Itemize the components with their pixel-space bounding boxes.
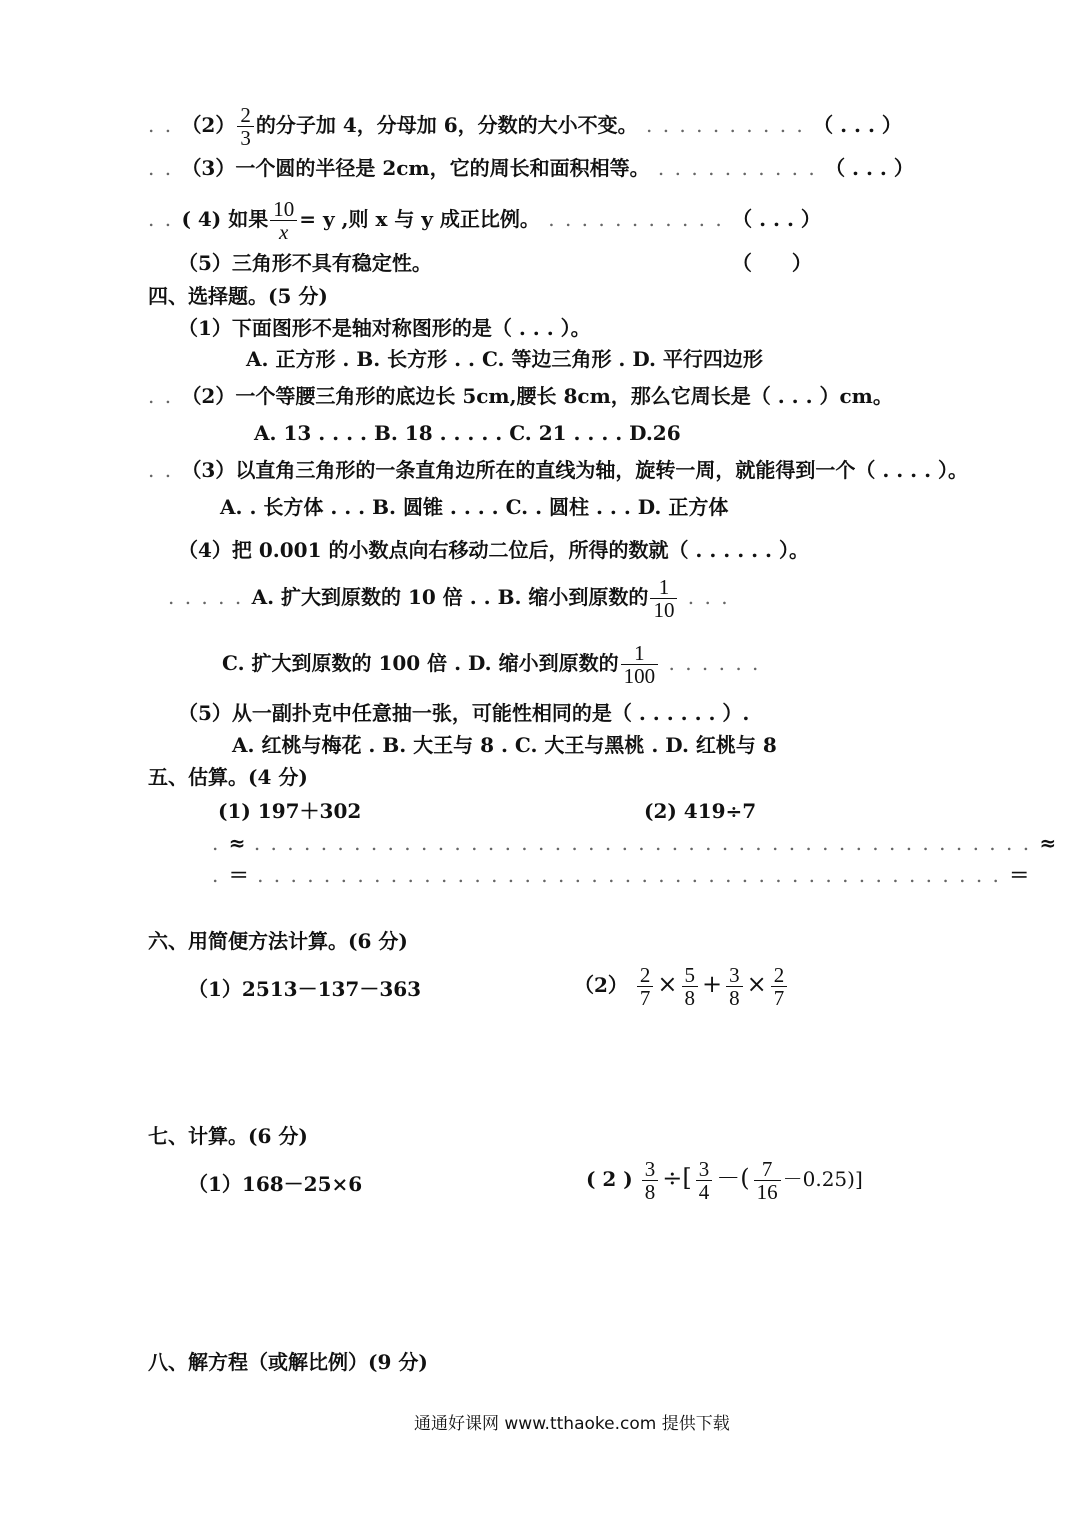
choice-q4: （4）把 0.001 的小数点向右移动二位后，所得的数就（ . . . . . . ）。 [178, 538, 809, 562]
simplify-q1: （1）2513－137－363 [188, 977, 422, 1001]
fraction-1-10: $\frac{1}{10}$ [650, 576, 677, 621]
choice-q1: （1）下面图形不是轴对称图形的是（ . . . ）。 [178, 316, 591, 340]
judge-q5: （5）三角形不具有稳定性。 （ ） [178, 251, 812, 275]
choice-q3: . . （3）以直角三角形的一条直角边所在的直线为轴，旋转一周，就能得到一个（ . . . . ）。 [148, 458, 969, 482]
fraction: $\frac{2}{7}$ [637, 964, 654, 1009]
section-4-title: 四、选择题。(5 分) [148, 284, 328, 308]
choice-q2: . . （2）一个等腰三角形的底边长 5cm,腰长 8cm，那么它周长是（ . . . ）cm。 [148, 384, 893, 408]
section-7-title: 七、计算。(6 分) [148, 1124, 308, 1148]
estimate-approx-row: . ≈ . . . . . . . . . . . . . . . . . . . . . . . . . . . . . . . . . . . . . . . . . . . . . . . ≈ [212, 831, 1057, 855]
answer-blank[interactable]: （ ） [731, 251, 812, 275]
fraction: $\frac{3}{8}$ [642, 1158, 659, 1203]
answer-blank[interactable]: （ . . . ） [813, 113, 902, 137]
section-5-title: 五、估算。(4 分) [148, 765, 308, 789]
choice-q4-options-ab: . . . . . A. 扩大到原数的 10 倍 . . B. 缩小到原数的 $\frac{1}{10}$ . . . [168, 575, 730, 622]
calc-q1: （1）168－25×6 [188, 1172, 363, 1196]
estimate-q1: (1) 197＋302 [218, 799, 362, 823]
judge-q2: . . （2） $\frac{2}{3}$ 的分子加 4，分母加 6，分数的大小不变。 . . . . . . . . . . （ . . . ） [148, 103, 902, 150]
fraction: $\frac{2}{7}$ [771, 964, 788, 1009]
estimate-equals-row: . ＝ . . . . . . . . . . . . . . . . . . . . . . . . . . . . . . . . . . . . . . . . . . . . . ＝ [212, 863, 1030, 887]
simplify-q2: （2） $\frac{2}{7}$ × $\frac{5}{8}$ + $\frac{3}{8}$ × $\frac{2}{7}$ [574, 964, 789, 1009]
choice-q3-options: A. . 长方体 . . . B. 圆锥 . . . . C. . 圆柱 . . . D. 正方体 [220, 495, 729, 519]
section-8-title: 八、解方程（或解比例）(9 分) [148, 1350, 428, 1374]
fraction-1-100: $\frac{1}{100}$ [621, 642, 659, 687]
fraction: $\frac{3}{4}$ [696, 1158, 713, 1203]
footer-credit: 通通好课网 www.tthaoke.com 提供下载 [414, 1414, 730, 1434]
estimate-q2: (2) 419÷7 [644, 799, 757, 823]
fraction: $\frac{7}{16}$ [754, 1158, 781, 1203]
fraction-2-3: $\frac{2}{3}$ [237, 104, 254, 149]
choice-q5: （5）从一副扑克中任意抽一张，可能性相同的是（ . . . . . . ）. [178, 701, 750, 725]
answer-blank[interactable]: （ . . . ） [825, 156, 914, 180]
choice-q4-options-cd: C. 扩大到原数的 100 倍 . D. 缩小到原数的 $\frac{1}{100}$ . . . . . . [222, 641, 761, 688]
judge-q4: . . ( 4) 如果 $\frac{10}{x}$ = y ,则 x 与 y 成正比例。 . . . . . . . . . . . （ . . . ） [148, 197, 821, 244]
fraction: $\frac{3}{8}$ [726, 964, 743, 1009]
section-6-title: 六、用简便方法计算。(6 分) [148, 929, 408, 953]
answer-blank[interactable]: （ . . . ） [732, 207, 821, 231]
fraction: $\frac{5}{8}$ [682, 964, 699, 1009]
choice-q2-options: A. 13 . . . . B. 18 . . . . . C. 21 . . . . D.26 [254, 421, 681, 445]
judge-q3: . . （3）一个圆的半径是 2cm，它的周长和面积相等。 . . . . . . . . . . （ . . . ） [148, 156, 914, 180]
calc-q2: ( 2 ) $\frac{3}{8}$ ÷[ $\frac{3}{4}$ －( $\frac{7}{16}$ －0.25)] [586, 1157, 863, 1204]
choice-q1-options: A. 正方形 . B. 长方形 . . C. 等边三角形 . D. 平行四边形 [246, 347, 763, 371]
fraction-10-x: $\frac{10}{x}$ [270, 198, 297, 243]
choice-q5-options: A. 红桃与梅花 . B. 大王与 8 . C. 大王与黑桃 . D. 红桃与 8 [232, 733, 777, 757]
